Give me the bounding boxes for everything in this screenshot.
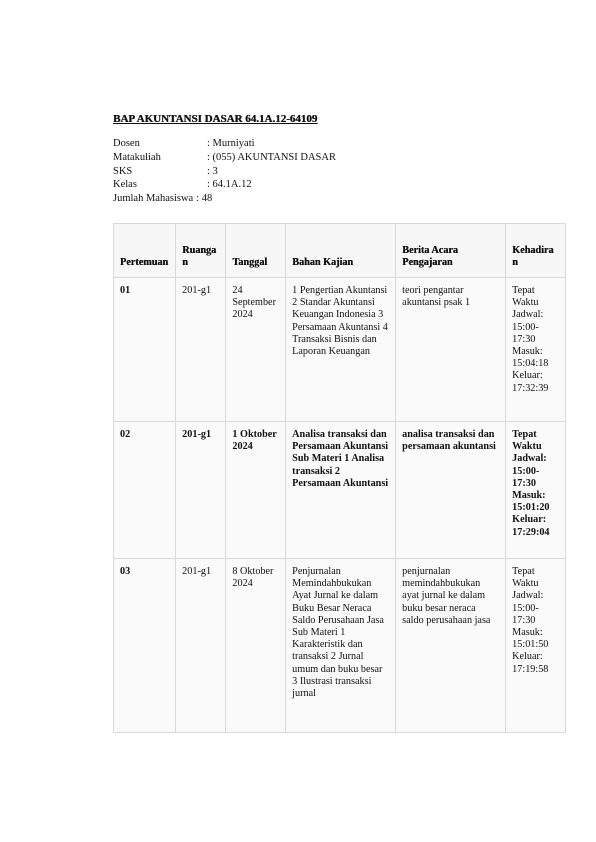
cell-berita-acara: analisa transaksi dan persamaan akuntansi — [396, 422, 506, 559]
cell-kehadiran: Tepat Waktu Jadwal: 15:00-17:30 Masuk: 15:04:18 Keluar: 17:32:39 — [506, 278, 566, 422]
meta-value: : 48 — [196, 193, 213, 205]
header-bahan-kajian: Bahan Kajian — [286, 224, 396, 278]
cell-ruangan: 201-g1 — [176, 559, 226, 733]
cell-berita-acara: teori pengantar akuntansi psak 1 — [396, 278, 506, 422]
meta-label: Kelas — [113, 179, 137, 191]
meta-row-dosen — [113, 137, 565, 151]
table-row — [114, 422, 566, 559]
meta-label: SKS — [113, 165, 133, 177]
meta-value: : (055) AKUNTANSI DASAR — [207, 151, 336, 163]
header-tanggal: Tanggal — [226, 224, 286, 278]
meta-label: Dosen — [113, 138, 140, 149]
cell-tanggal: 24 September 2024 — [226, 278, 286, 422]
cell-pertemuan: 01 — [114, 278, 176, 422]
document-page — [113, 113, 565, 700]
course-info — [113, 137, 565, 206]
table-header-row — [114, 224, 566, 278]
header-kehadiran: Kehadiran — [506, 224, 566, 278]
meta-label: Matakuliah — [113, 151, 161, 163]
cell-bahan-kajian: Penjurnalan Memindahbukukan Ayat Jurnal ke dalam Buku Besar Neraca Saldo Perusahaan Jasa Sub Materi 1 Karakteristik dan transaksi 2 Jurnal umum dan buku besar 3 Ilustrasi transaksi jurnal — [286, 559, 396, 733]
cell-bahan-kajian: Analisa transaksi dan Persamaan Akuntansi Sub Materi 1 Analisa transaksi 2 Persamaan Akuntansi — [286, 422, 396, 559]
cell-kehadiran: Tepat Waktu Jadwal: 15:00-17:30 Masuk: 15:01:20 Keluar: 17:29:04 — [506, 422, 566, 559]
cell-tanggal: 8 Oktober 2024 — [226, 559, 286, 733]
cell-pertemuan: 02 — [114, 422, 176, 559]
meta-row-matakuliah — [113, 151, 565, 165]
bap-table — [113, 223, 566, 733]
cell-kehadiran: Tepat Waktu Jadwal: 15:00-17:30 Masuk: 15:01:50 Keluar: 17:19:58 — [506, 559, 566, 733]
meta-row-kelas — [113, 178, 565, 192]
meta-value: : 3 — [207, 165, 218, 177]
meta-label: Jumlah Mahasiswa — [113, 193, 194, 205]
table-row — [114, 278, 566, 422]
meta-row-sks — [113, 165, 565, 179]
header-pertemuan: Pertemuan — [114, 224, 176, 278]
cell-pertemuan: 03 — [114, 559, 176, 733]
cell-ruangan: 201-g1 — [176, 422, 226, 559]
meta-row-jumlah-mahasiswa — [113, 192, 565, 206]
meta-value: : Murniyati — [207, 138, 255, 149]
cell-berita-acara: penjurnalan memindahbukukan ayat jurnal ke dalam buku besar neraca saldo perusahaan jasa — [396, 559, 506, 733]
table-row — [114, 559, 566, 733]
header-berita-acara: Berita Acara Pengajaran — [396, 224, 506, 278]
cell-tanggal: 1 Oktober 2024 — [226, 422, 286, 559]
cell-ruangan: 201-g1 — [176, 278, 226, 422]
document-title: BAP AKUNTANSI DASAR 64.1A.12-64109 — [113, 113, 318, 125]
cell-bahan-kajian: 1 Pengertian Akuntansi 2 Standar Akuntansi Keuangan Indonesia 3 Persamaan Akuntansi 4 Transaksi Bisnis dan Laporan Keuangan — [286, 278, 396, 422]
meta-value: : 64.1A.12 — [207, 179, 252, 191]
header-ruangan: Ruangan — [176, 224, 226, 278]
